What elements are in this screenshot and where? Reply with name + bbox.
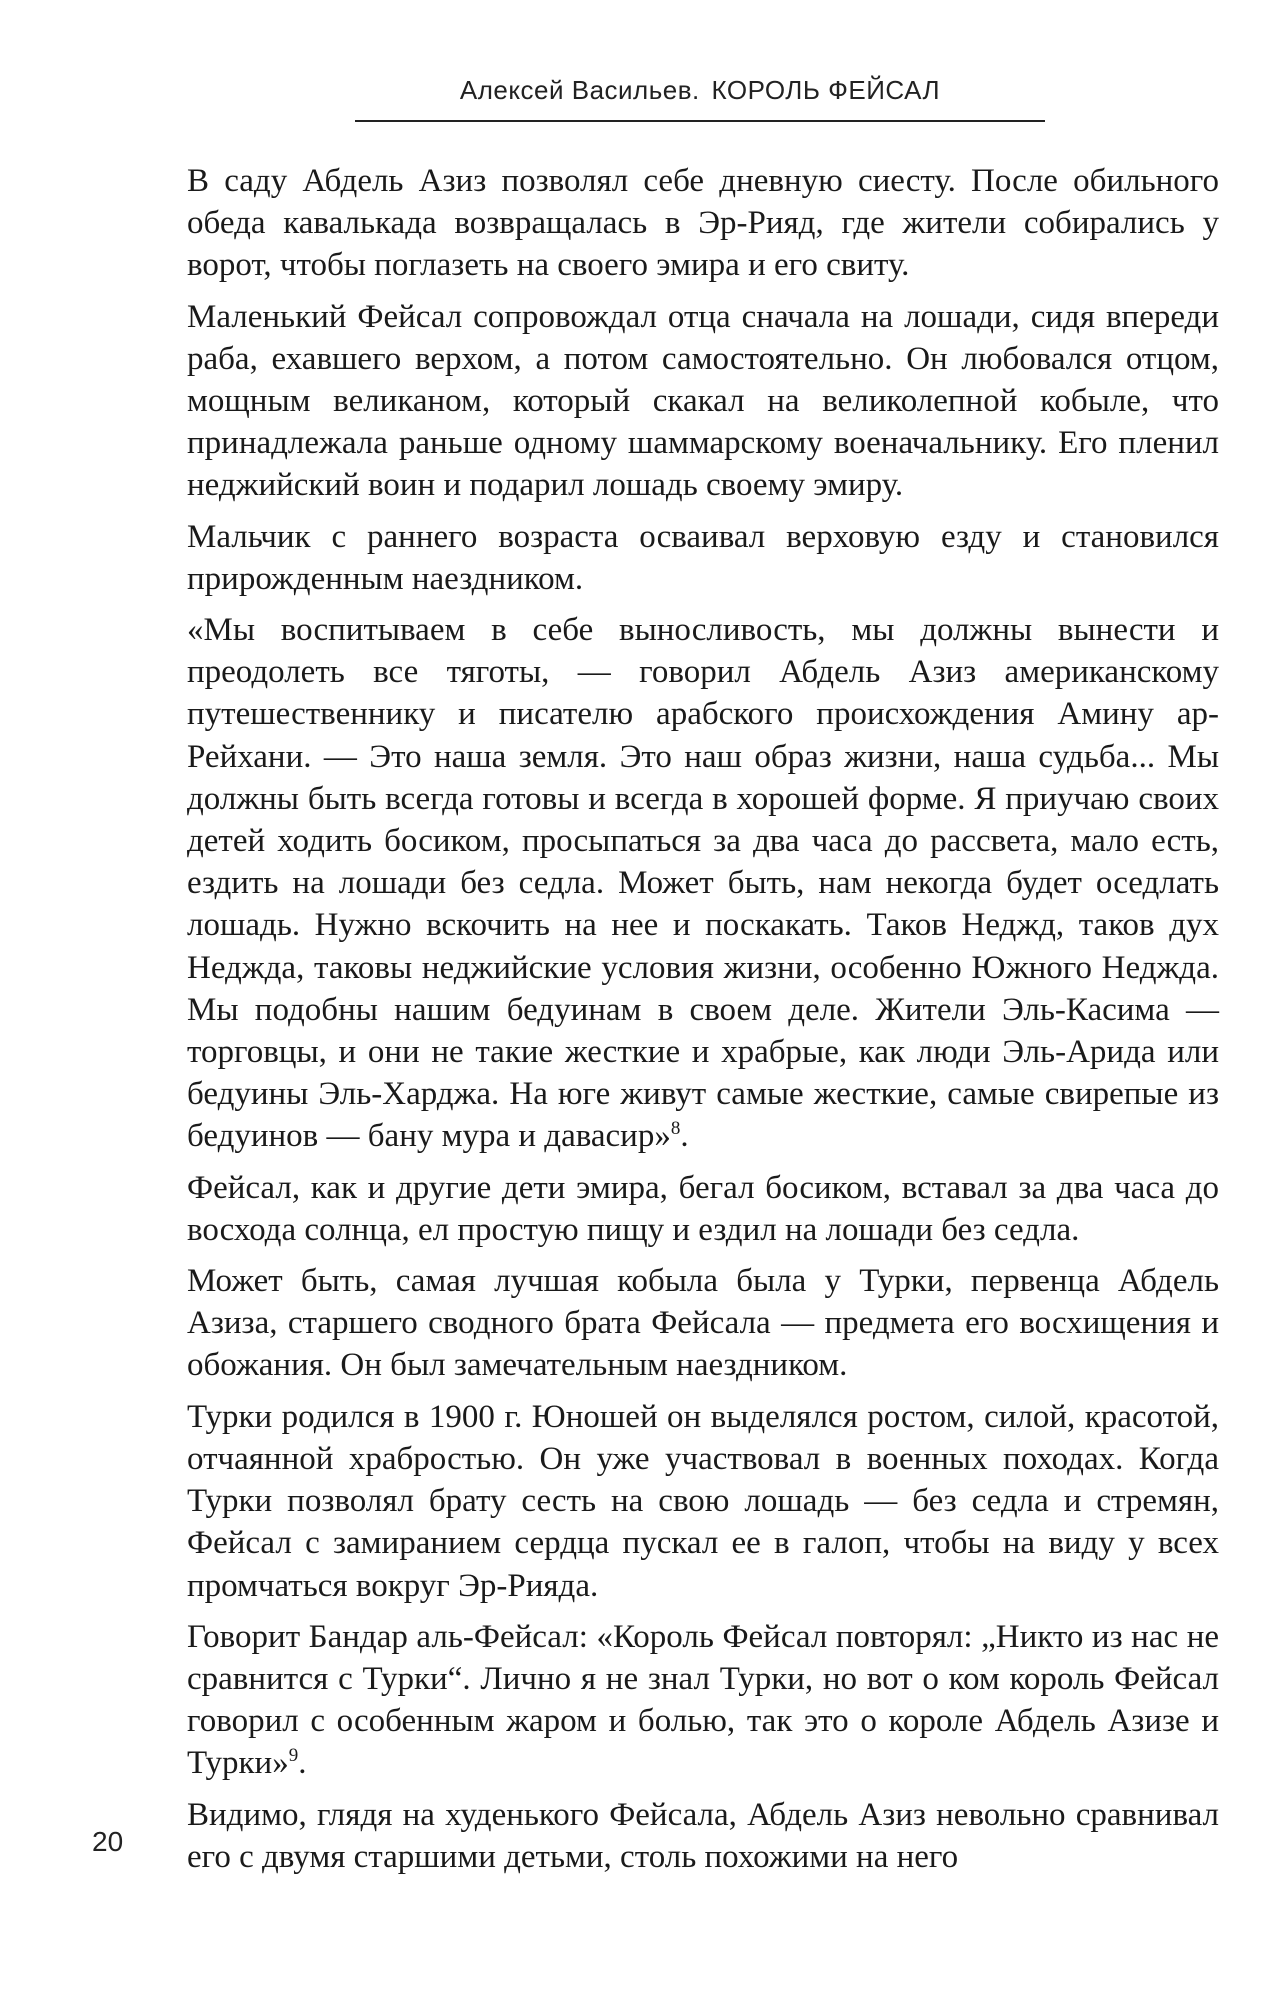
paragraph: В саду Абдель Азиз позволял себе дневную сиесту. После обильного обеда кавалькада возвращалась в Эр-Рияд, где жители собирались у ворот, чтобы поглазеть на своего эмира и его свиту. [187,163,1219,284]
paragraph: Говорит Бандар аль-Фейсал: «Король Фейсал повторял: „Никто из нас не сравнится с Турки“. Лично я не знал Турки, но вот о ком король Фейсал говорил с особенным жаром и болью, так это о короле Абдель Азизе и Турки»$^9$. [187,1618,1219,1782]
running-head-author: Алексей Васильев. [459,75,700,105]
header-rule [355,120,1045,122]
paragraph: Мальчик с раннего возраста осваивал верховую езду и становился прирожденным наездником. [187,518,1219,597]
footnote-marker[interactable]: 8 [670,1118,681,1140]
paragraph: Может быть, самая лучшая кобыла была у Турки, первенца Абдель Азиза, старшего сводного брата Фейсала — предмета его восхищения и обожания. Он был замечательным наездником. [187,1263,1219,1384]
paragraph: Турки родился в 1900 г. Юношей он выделялся ростом, силой, красотой, отчаянной храбростью. Он уже участвовал в военных походах. Когда Турки позволял брату сесть на свою лошадь — без седла и стремян, Фейсал с замиранием сердца пускал ее в галоп, чтобы на виду у всех промчаться вокруг Эр-Рияда. [187,1398,1219,1604]
body-text [187,160,1219,1878]
paragraph: Видимо, глядя на худенького Фейсала, Абдель Азиз невольно сравнивал его с двумя старшими детьми, столь похожими на него [187,1796,1219,1875]
paragraph: Фейсал, как и другие дети эмира, бегал босиком, вставал за два часа до восхода солнца, ел простую пищу и ездил на лошади без седла. [187,1169,1219,1248]
running-head-title: КОРОЛЬ ФЕЙСАЛ [711,75,941,105]
paragraph: «Мы воспитываем в себе выносливость, мы должны вынести и преодолеть все тяготы, — говорил Абдель Азиз американскому путешественнику и писателю арабского происхождения Амину ар-Рейхани. — Это наша земля. Это наш образ жизни, наша судьба... Мы должны быть всегда готовы и всегда в хорошей форме. Я приучаю своих детей ходить босиком, просыпаться за два часа до рассвета, мало есть, ездить на лошади без седла. Может быть, нам некогда будет оседлать лошадь. Нужно вскочить на нее и поскакать. Таков Неджд, таков дух Неджда, таковы неджийские условия жизни, особенно Южного Неджда. Мы подобны нашим бедуинам в своем деле. Жители Эль-Касима — торговцы, и они не такие жесткие и храбрые, как люди Эль-Арида или бедуины Эль-Харджа. На юге живут самые жесткие, самые свирепые из бедуинов — бану мура и давасир»$^8$. [187,612,1219,1155]
paragraph: Маленький Фейсал сопровождал отца сначала на лошади, сидя впереди раба, ехавшего верхом, а потом самостоятельно. Он любовался отцом, мощным великаном, который скакал на великолепной кобыле, что принадлежала раньше одному шаммарскому военачальнику. Его пленил неджийский воин и подарил лошадь своему эмиру. [187,298,1219,504]
footnote-marker[interactable]: 9 [288,1745,299,1767]
running-head [355,75,1045,106]
page-number: 20 [92,1826,124,1857]
